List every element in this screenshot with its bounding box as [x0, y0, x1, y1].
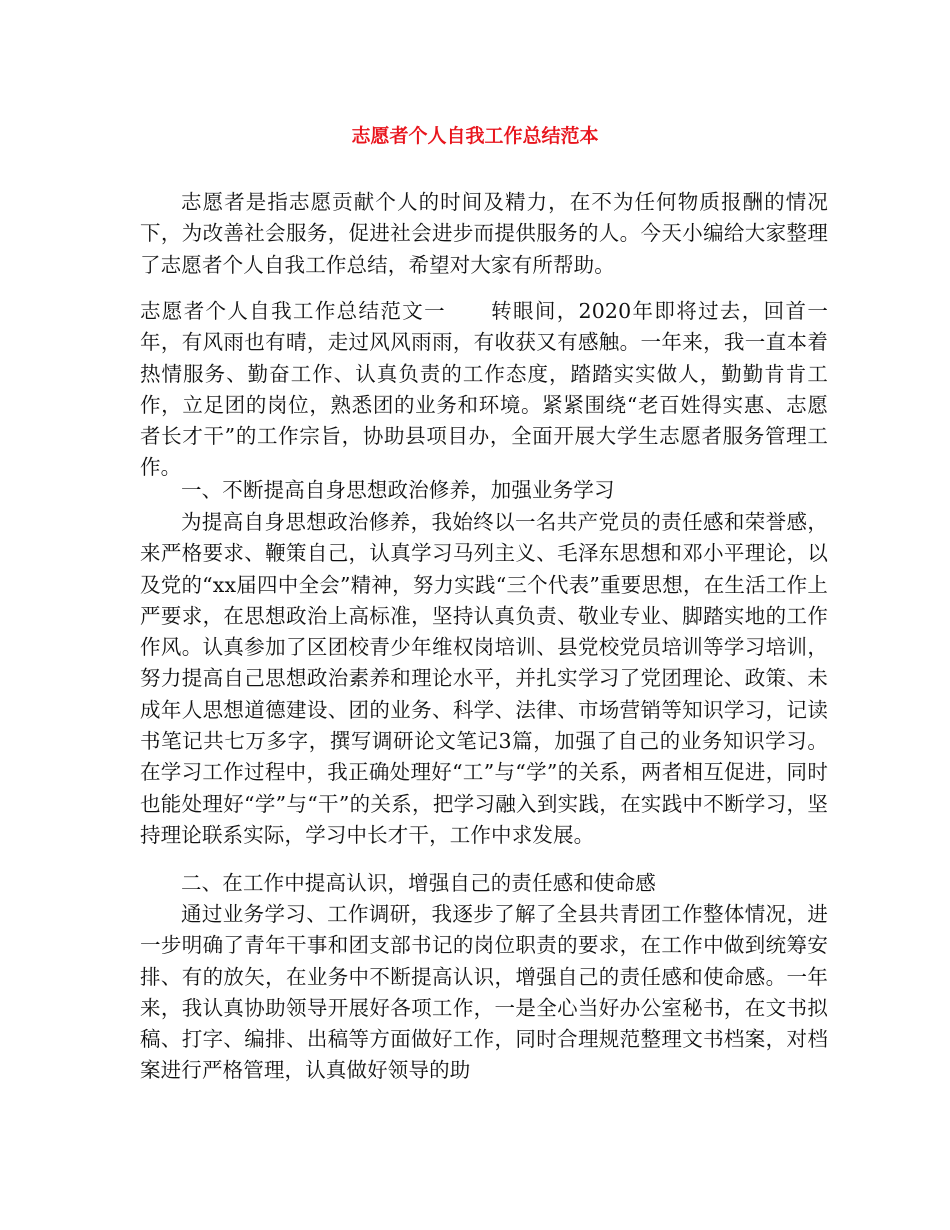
paragraph-1: 为提高自身思想政治修养，我始终以一名共产党员的责任感和荣誉感，来严格要求、鞭策自己，认真学习马列主义、毛泽东思想和邓小平理论，以及党的“xx届四中全会”精神，努力实践“三个代表”重要思想，在生活工作上严要求，在思想政治上高标准，坚持认真负责、敬业专业、脚踏实地的工作作风。认真参加了区团校青少年维权岗培训、县党校党员培训等学习培训，努力提高自己思想政治素养和理论水平，并扎实学习了党团理论、政策、未成年人思想道德建设、团的业务、科学、法律、市场营销等知识学习，记读书笔记共七万多字，撰写调研论文笔记3篇，加强了自己的业务知识学习。在学习工作过程中，我正确处理好“工”与“学”的关系，两者相互促进，同时也能处理好“学”与“干”的关系，把学习融入到实践，在实践中不断学习，坚持理论联系实际，学习中长才干，工作中求发展。 [140, 510, 828, 847]
document-title: 志愿者个人自我工作总结范本 [351, 125, 599, 147]
intro-paragraph: 志愿者是指志愿贡献个人的时间及精力，在不为任何物质报酬的情况下，为改善社会服务，促进社会进步而提供服务的人。今天小编给大家整理了志愿者个人自我工作总结，希望对大家有所帮助。 [140, 190, 828, 277]
section-one-body: 转眼间，2020年即将过去，回首一年，有风雨也有晴，走过风风雨雨，有收获又有感触。一年来，我一直本着热情服务、勤奋工作、认真负责的工作态度，踏踏实实做人，勤勤肯肯工作，立足团的岗位，熟悉团的业务和环境。紧紧围绕“老百姓得实惠、志愿者长才干”的工作宗旨，协助县项目办，全面开展大学生志愿者服务管理工作。 [140, 299, 828, 480]
section-heading-1: 一、不断提高自身思想政治修养，加强业务学习 [181, 478, 615, 502]
section-one-paragraph [140, 296, 828, 484]
section-one-heading: 志愿者个人自我工作总结范文一 [140, 299, 446, 323]
section-heading-2: 二、在工作中提高认识，增强自己的责任感和使命感 [181, 871, 656, 895]
paragraph-2: 通过业务学习、工作调研，我逐步了解了全县共青团工作整体情况，进一步明确了青年干事和团支部书记的岗位职责的要求，在工作中做到统筹安排、有的放矢，在业务中不断提高认识，增强自己的责任感和使命感。一年来，我认真协助领导开展好各项工作，一是全心当好办公室秘书，在文书拟稿、打字、编排、出稿等方面做好工作，同时合理规范整理文书档案，对档案进行严格管理，认真做好领导的助 [140, 902, 828, 1083]
